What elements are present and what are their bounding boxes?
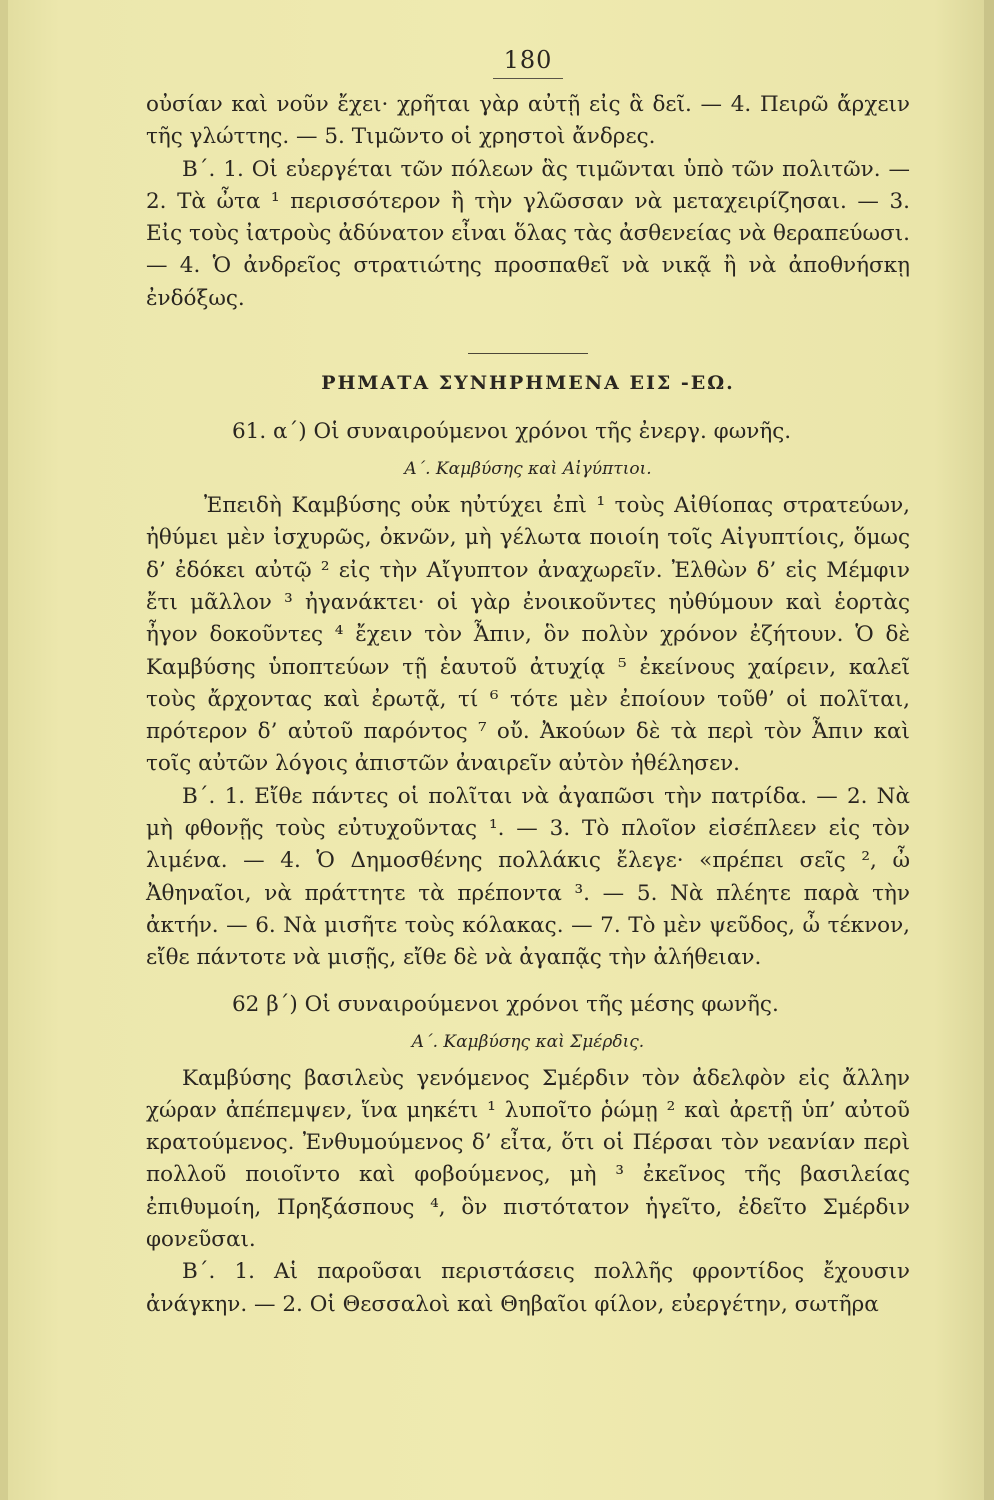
paragraph-62: Καμβύσης βασιλεὺς γενόμενος Σμέρδιν τὸν ἀδελφὸν εἰς ἄλλην χώραν ἀπέπεμψεν, ἵνα μηκέτι ¹ λυποῖτο ῥώμῃ ² καὶ ἀρετῇ ὑπ’ αὐτοῦ κρατούμενος. Ἐνθυμούμενος δ’ εἶτα, ὅτι οἱ Πέρσαι τὸν νεανίαν περὶ πολλοῦ ποιοῖντο καὶ φοβούμενος, μὴ ³ ἐκεῖνος τῆς βασιλείας ἐπιθυμοίη, Πρηξάσπους ⁴, ὃν πιστότατον ἡγεῖτο, ἐδεῖτο Σμέρδιν φονεῦσαι. bbox=[146, 1065, 910, 1253]
page-left-edge bbox=[0, 0, 8, 1500]
page-number-rule bbox=[493, 78, 563, 79]
section-61-title: 61. α΄) Οἱ συναιρούμενοι χρόνοι τῆς ἐνεργ. φωνῆς. bbox=[232, 419, 792, 445]
page-right-edge bbox=[984, 0, 994, 1500]
top-paragraph: οὐσίαν καὶ νοῦν ἔχει· χρῆται γὰρ αὐτῇ εἰς ἃ δεῖ. — 4. Πειρῶ ἄρχειν τῆς γλώττης. — 5. Τιμῶντο οἱ χρηστοὶ ἄνδρες. bbox=[146, 92, 910, 150]
exercise-b-paragraph-62: Β΄. 1. Αἱ παροῦσαι περιστάσεις πολλῆς φροντίδος ἔχουσιν ἀνάγκην. — 2. Οἱ Θεσσαλοὶ καὶ Θηβαῖοι φίλον, εὐεργέτην, σωτῆρα bbox=[146, 1259, 910, 1317]
section-divider bbox=[468, 353, 588, 354]
page-content bbox=[146, 46, 910, 1321]
exercise-b-paragraph-61: Β΄. 1. Εἴθε πάντες οἱ πολῖται νὰ ἀγαπῶσι τὴν πατρίδα. — 2. Νὰ μὴ φθονῇς τοὺς εὐτυχοῦντας ¹. — 3. Τὸ πλοῖον εἰσέπλεεν εἰς τὸν λιμένα. — 4. Ὁ Δημοσθένης πολλάκις ἔλεγε· «πρέπει σεῖς ², ὦ Ἀθηναῖοι, νὰ πράττητε τὰ πρέποντα ³. — 5. Νὰ πλέητε παρὰ τὴν ἀκτήν. — 6. Νὰ μισῆτε τοὺς κόλακας. — 7. Τὸ μὲν ψεῦδος, ὦ τέκνον, εἴθε πάντοτε νὰ μισῇς, εἴθε δὲ νὰ ἀγαπᾷς τὴν ἀλήθειαν. bbox=[146, 783, 910, 971]
page-number: 180 bbox=[503, 46, 553, 74]
subtitle-62: Α΄. Καμβύσης καὶ Σμέρδις. bbox=[411, 1031, 645, 1052]
paragraph-61: Ἐπειδὴ Καμβύσης οὐκ ηὐτύχει ἐπὶ ¹ τοὺς Αἰθίοπας στρατεύων, ἠθύμει μὲν ἰσχυρῶς, ὀκνῶν, μὴ γέλωτα ποιοίη τοῖς Αἰγυπτίοις, ὅμως δ’ ἐδόκει αὐτῷ ² εἰς τὴν Αἴγυπτον ἀναχωρεῖν. Ἐλθὼν δ’ εἰς Μέμφιν ἔτι μᾶλλον ³ ἠγανάκτει· οἱ γὰρ ἐνοικοῦντες ηὐθύμουν καὶ ἑορτὰς ἦγον δοκοῦντες ⁴ ἔχειν τὸν Ἆπιν, ὃν πολὺν χρόνον ἐζήτουν. Ὁ δὲ Καμβύσης ὑποπτεύων τῇ ἑαυτοῦ ἀτυχίᾳ ⁵ ἐκείνους χαίρειν, καλεῖ τοὺς ἄρχοντας καὶ ἐρωτᾷ, τί ⁶ τότε μὲν ἐποίουν τοῦθ’ οἱ πολῖται, πρότερον δ’ αὐτοῦ παρόντος ⁷ οὔ. Ἀκούων δὲ τὰ περὶ τὸν Ἆπιν καὶ τοῖς αὐτῶν λόγοις ἀπιστῶν ἀναιρεῖν αὐτὸν ἠθέλησεν. bbox=[146, 493, 910, 777]
section-heading: ΡΗΜΑΤΑ ΣΥΝΗΡΗΜΕΝΑ ΕΙΣ -ΕΩ. bbox=[321, 372, 735, 395]
exercise-b-paragraph-1: Β΄. 1. Οἱ εὐεργέται τῶν πόλεων ἃς τιμῶνται ὑπὸ τῶν πολιτῶν. — 2. Τὰ ὦτα ¹ περισσότερον ἢ τὴν γλῶσσαν νὰ μεταχειρίζησαι. — 3. Εἰς τοὺς ἰατροὺς ἀδύνατον εἶναι ὅλας τὰς ἀσθενείας νὰ θεραπεύωσι. — 4. Ὁ ἀνδρεῖος στρατιώτης προσπαθεῖ νὰ νικᾷ ἢ νὰ ἀποθνήσκῃ ἐνδόξως. bbox=[146, 156, 910, 311]
section-62-title: 62 β΄) Οἱ συναιρούμενοι χρόνοι τῆς μέσης φωνῆς. bbox=[232, 991, 779, 1017]
subtitle-61: Α΄. Καμβύσης καὶ Αἰγύπτιοι. bbox=[404, 459, 652, 480]
